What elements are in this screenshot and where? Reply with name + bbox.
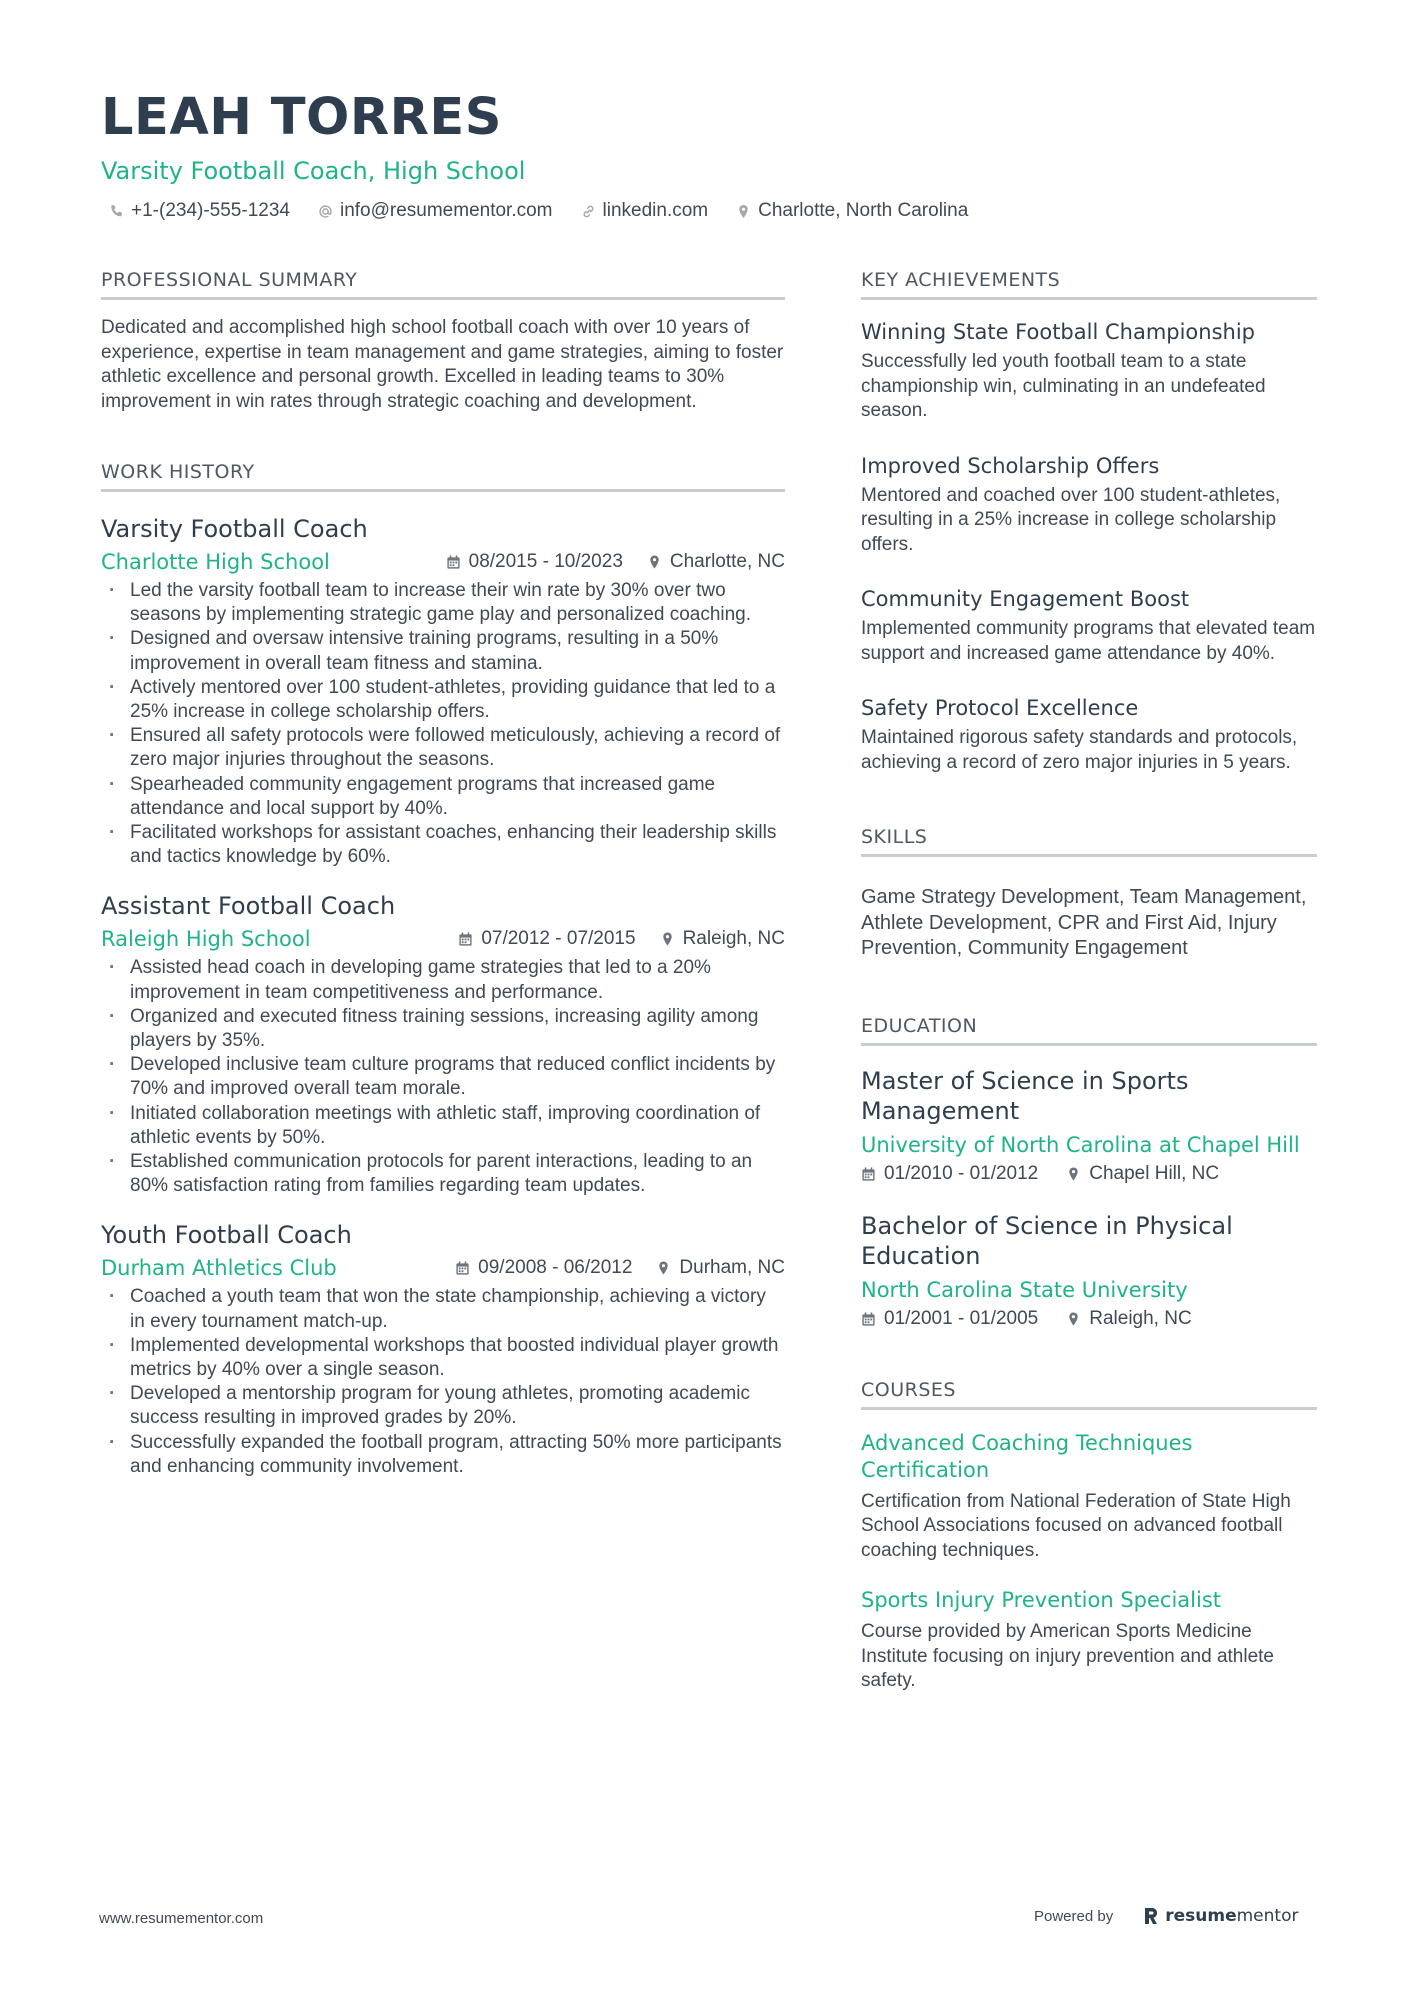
education-meta	[861, 1308, 1317, 1330]
location-pin-icon	[736, 204, 751, 219]
bullet-item: · Developed a mentorship program for young athletes, promoting academic success resulting in improved grades by 20%.	[101, 1382, 785, 1430]
location-text: Raleigh, NC	[1089, 1307, 1192, 1329]
left-column	[101, 268, 785, 1479]
phone-icon	[109, 204, 124, 219]
job-title: Varsity Football Coach	[101, 515, 368, 543]
calendar-icon	[861, 1166, 876, 1182]
section-title-summary: PROFESSIONAL SUMMARY	[101, 268, 785, 300]
job-location	[647, 549, 785, 575]
skills-text: Game Strategy Development, Team Management, Athlete Development, CPR and First Aid, Injury Prevention, Community Engagement	[861, 886, 1307, 959]
linkedin-text: linkedin.com	[602, 200, 709, 221]
bullet-item: · Implemented developmental workshops that boosted individual player growth metrics by 40% over a single season.	[101, 1334, 785, 1382]
dates-text: 09/2008 - 06/2012	[478, 1257, 633, 1279]
achievement-desc: Mentored and coached over 100 student-athletes, resulting in a 25% increase in college scholarship offers.	[861, 484, 1281, 555]
bullet-item: · Designed and oversaw intensive training programs, resulting in a 50% improvement in overall team fitness and stamina.	[101, 627, 785, 675]
brand-bold: resume	[1165, 1906, 1237, 1926]
section-title-work: WORK HISTORY	[101, 460, 785, 492]
job-entry	[101, 1220, 785, 1479]
section-title-courses: COURSES	[861, 1378, 1317, 1410]
location-pin-icon	[656, 1260, 671, 1276]
course-item	[861, 1430, 1317, 1564]
footer-website[interactable]: www.resumementor.com	[99, 1910, 264, 1927]
dates-text: 01/2010 - 01/2012	[884, 1162, 1039, 1184]
job-title: Assistant Football Coach	[101, 892, 396, 921]
location-text: Charlotte, NC	[669, 551, 785, 572]
calendar-icon	[446, 554, 461, 570]
bullet-item: · Assisted head coach in developing game strategies that led to a 20% improvement in team competitiveness and performance.	[101, 956, 785, 1004]
course-desc: Certification from National Federation of State High School Associations focused on advanced football coaching techniques.	[861, 1490, 1291, 1561]
location-pin-icon	[660, 931, 675, 947]
brand-light: mentor	[1236, 1906, 1299, 1926]
achievement-title: Safety Protocol Excellence	[861, 696, 1139, 720]
achievement-title: Improved Scholarship Offers	[861, 453, 1160, 478]
education-item	[861, 1066, 1317, 1185]
bullet-item: · Developed inclusive team culture programs that reduced conflict incidents by 70% and improved overall team morale.	[101, 1053, 785, 1101]
company-name: Raleigh High School	[101, 927, 311, 952]
bullet-item: · Facilitated workshops for assistant coaches, enhancing their leadership skills and tactics knowledge by 60%.	[101, 821, 785, 869]
company-name: Charlotte High School	[101, 550, 330, 574]
achievement-item	[861, 694, 1317, 775]
job-bullets	[101, 579, 785, 869]
degree-title: Master of Science in Sports Management	[861, 1066, 1189, 1125]
education-location	[1066, 1163, 1219, 1185]
footer-branding	[1034, 1906, 1298, 1926]
email-text: info@resumementor.com	[339, 200, 553, 221]
school-name: North Carolina State University	[861, 1277, 1188, 1302]
job-location	[656, 1255, 785, 1281]
contact-email[interactable]	[318, 200, 553, 222]
phone-text: +1-(234)-555-1234	[131, 200, 290, 221]
contact-phone	[109, 200, 290, 222]
job-meta	[101, 1255, 785, 1281]
location-pin-icon	[1066, 1166, 1081, 1182]
location-text: Charlotte, North Carolina	[758, 200, 969, 221]
brand-logo[interactable]	[1143, 1906, 1298, 1926]
calendar-icon	[455, 1260, 470, 1276]
bullet-item: · Initiated collaboration meetings with athletic staff, improving coordination of athletic events by 50%.	[101, 1102, 785, 1150]
job-meta	[101, 549, 785, 575]
education-item	[861, 1211, 1317, 1330]
link-icon	[581, 204, 596, 219]
achievement-desc: Maintained rigorous safety standards and protocols, achieving a record of zero major injuries in 5 years.	[861, 727, 1298, 773]
job-bullets	[101, 1285, 785, 1479]
job-entry	[101, 514, 785, 869]
at-icon	[318, 204, 333, 219]
job-meta	[101, 926, 785, 952]
course-desc: Course provided by American Sports Medicine Institute focusing on injury prevention and athlete safety.	[861, 1621, 1274, 1691]
course-item	[861, 1587, 1317, 1694]
powered-by-label: Powered by	[1034, 1907, 1114, 1925]
job-location	[660, 926, 785, 952]
achievement-item	[861, 585, 1317, 666]
course-title: Sports Injury Prevention Specialist	[861, 1588, 1221, 1612]
dates-text: 07/2012 - 07/2015	[481, 928, 636, 950]
location-text: Durham, NC	[679, 1257, 785, 1279]
job-dates	[446, 549, 623, 575]
achievement-title: Community Engagement Boost	[861, 587, 1190, 611]
summary-text: Dedicated and accomplished high school football coach with over 10 years of experience, expertise in team management and game strategies, aiming to foster athletic excellence and personal growth. Excelled in leading teams to 30% improvement in win rates through strategic coaching and development.	[101, 317, 784, 412]
bullet-item: · Ensured all safety protocols were followed meticulously, achieving a record of zero major injuries throughout the seasons.	[101, 724, 785, 772]
company-name: Durham Athletics Club	[101, 1256, 337, 1281]
resume-header	[101, 88, 1321, 222]
bullet-item: · Successfully expanded the football program, attracting 50% more participants and enhancing community involvement.	[101, 1431, 785, 1479]
dates-text: 08/2015 - 10/2023	[468, 551, 623, 572]
job-title: Youth Football Coach	[101, 1221, 352, 1250]
course-title: Advanced Coaching Techniques Certification	[861, 1430, 1193, 1482]
achievement-desc: Successfully led youth football team to a state championship win, culminating in an undefeated season.	[861, 351, 1266, 421]
bullet-item: · Organized and executed fitness training sessions, increasing agility among players by 35%.	[101, 1005, 785, 1053]
job-dates	[458, 926, 635, 952]
contact-bar	[101, 200, 1321, 222]
section-title-skills: SKILLS	[861, 825, 1317, 857]
calendar-icon	[458, 931, 473, 947]
section-title-education: EDUCATION	[861, 1014, 1317, 1046]
candidate-name: LEAH TORRES	[101, 88, 502, 147]
education-meta	[861, 1163, 1317, 1185]
location-text: Chapel Hill, NC	[1089, 1162, 1220, 1184]
location-text: Raleigh, NC	[682, 928, 785, 950]
job-dates	[455, 1255, 632, 1281]
contact-location	[736, 200, 968, 222]
achievement-desc: Implemented community programs that elevated team support and increased game attendance by 40%.	[861, 618, 1316, 664]
bullet-item: · Actively mentored over 100 student-athletes, providing guidance that led to a 25% increase in college scholarship offers.	[101, 676, 785, 724]
candidate-role: Varsity Football Coach, High School	[101, 157, 526, 185]
calendar-icon	[861, 1311, 876, 1327]
education-dates	[861, 1308, 1038, 1330]
location-pin-icon	[647, 554, 662, 570]
bullet-item: · Coached a youth team that won the state championship, achieving a victory in every tournament match-up.	[101, 1285, 785, 1333]
section-title-achievements: KEY ACHIEVEMENTS	[861, 268, 1317, 300]
resumementor-logo-icon	[1143, 1907, 1159, 1925]
dates-text: 01/2001 - 01/2005	[884, 1307, 1039, 1329]
contact-linkedin[interactable]	[581, 200, 709, 222]
bullet-item: · Spearheaded community engagement programs that increased game attendance and local support by 40%.	[101, 773, 785, 821]
achievement-item	[861, 318, 1317, 424]
degree-title: Bachelor of Science in Physical Education	[861, 1211, 1233, 1270]
education-location	[1066, 1308, 1191, 1330]
job-bullets	[101, 956, 785, 1198]
location-pin-icon	[1066, 1311, 1081, 1327]
achievement-item	[861, 452, 1317, 558]
education-dates	[861, 1163, 1038, 1185]
job-entry	[101, 891, 785, 1198]
bullet-item: · Established communication protocols for parent interactions, leading to an 80% satisfaction rating from families regarding team updates.	[101, 1150, 785, 1198]
achievement-title: Winning State Football Championship	[861, 320, 1256, 344]
school-name: University of North Carolina at Chapel Hill	[861, 1132, 1300, 1157]
right-column	[861, 268, 1317, 1694]
bullet-item: · Led the varsity football team to increase their win rate by 30% over two seasons by implementing strategic game play and personalized coaching.	[101, 579, 785, 627]
